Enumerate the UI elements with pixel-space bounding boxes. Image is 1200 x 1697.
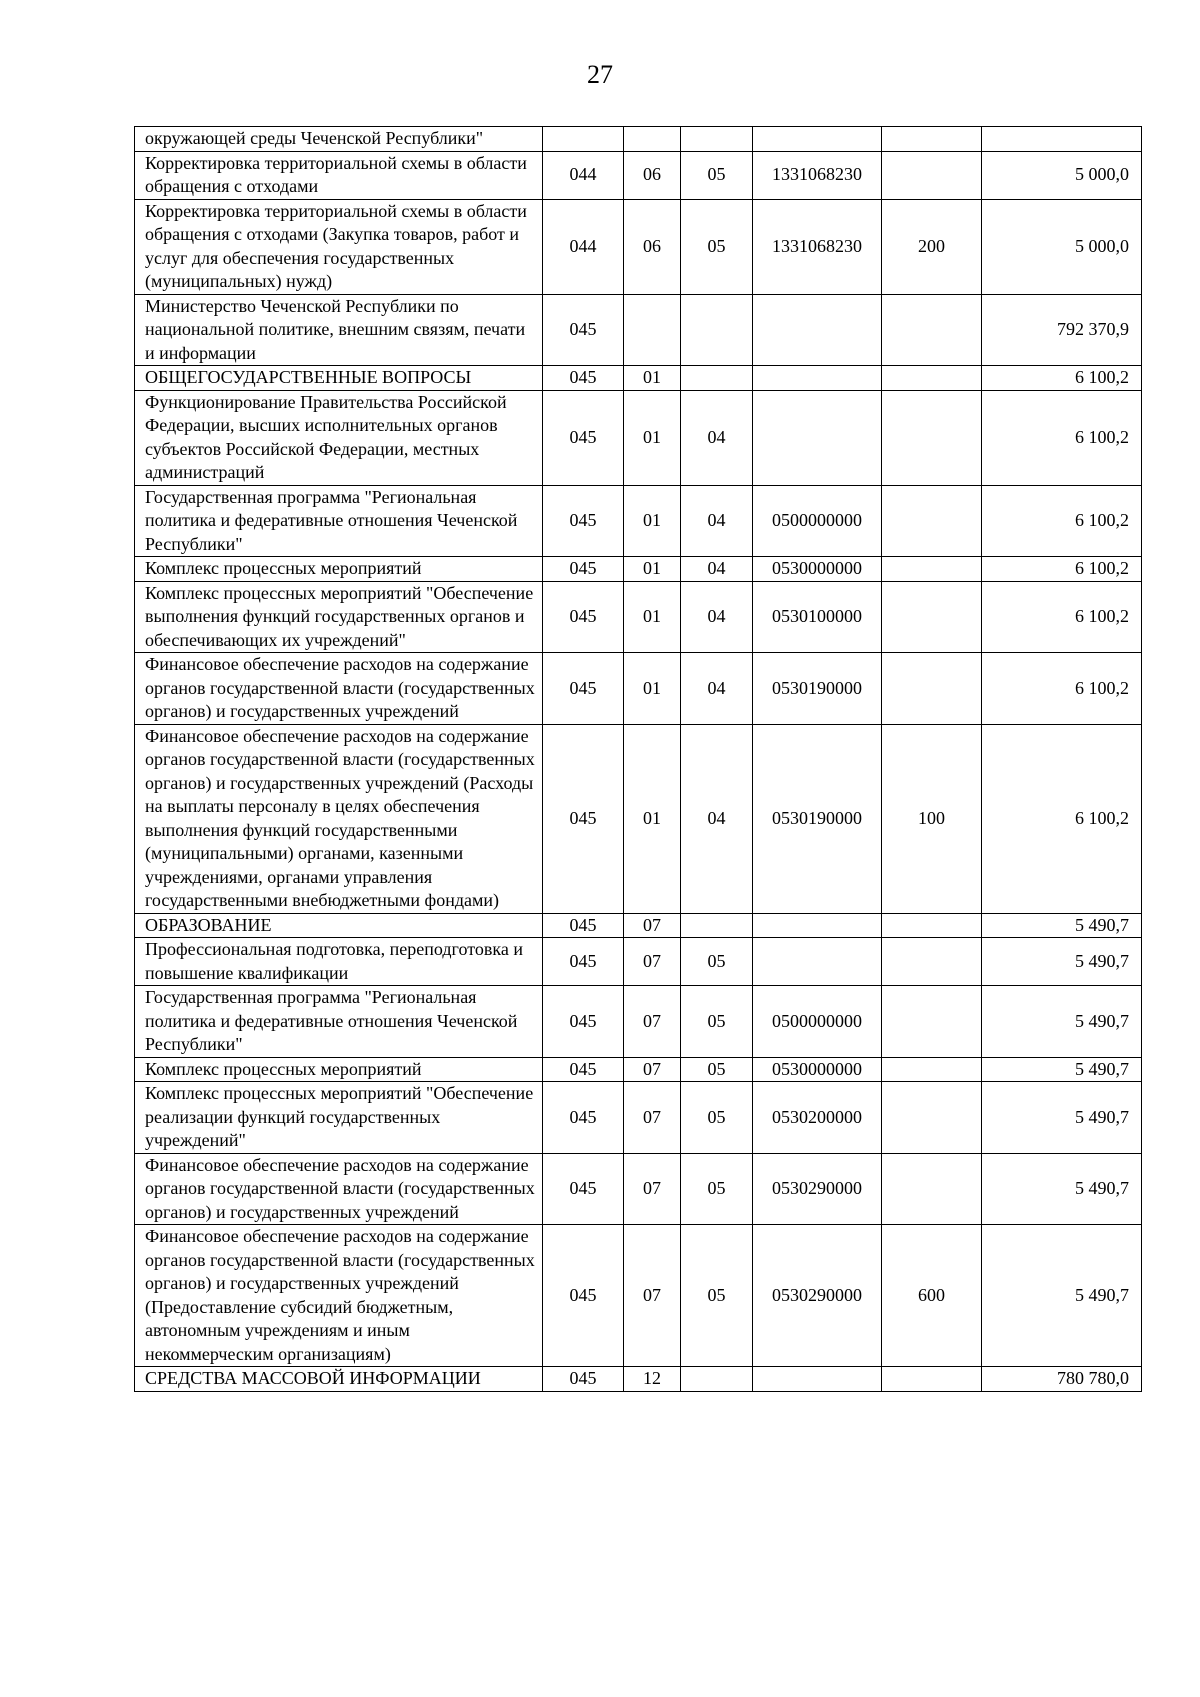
- row-name-cell: окружающей среды Чеченской Республики": [135, 127, 543, 152]
- csr-cell: [753, 294, 882, 366]
- row-name-cell: Корректировка территориальной схемы в области обращения с отходами (Закупка товаров, работ и услуг для обеспечения государственных (муниципальных) нужд): [135, 199, 543, 294]
- vr-cell: [882, 581, 982, 653]
- vr-cell: [882, 913, 982, 938]
- ved-cell: 045: [543, 913, 624, 938]
- ved-cell: 045: [543, 390, 624, 485]
- vr-cell: [882, 653, 982, 725]
- vr-cell: [882, 294, 982, 366]
- vr-cell: [882, 557, 982, 582]
- sum-cell: 6 100,2: [982, 485, 1142, 557]
- ved-cell: 045: [543, 366, 624, 391]
- rz-cell: 01: [624, 724, 681, 913]
- rz-cell: 07: [624, 1225, 681, 1367]
- vr-cell: 100: [882, 724, 982, 913]
- vr-cell: [882, 938, 982, 986]
- ved-cell: 045: [543, 581, 624, 653]
- sum-cell: 6 100,2: [982, 390, 1142, 485]
- table-row: [135, 151, 1142, 199]
- vr-cell: 200: [882, 199, 982, 294]
- rz-cell: 07: [624, 1057, 681, 1082]
- table-row: [135, 485, 1142, 557]
- table-row: [135, 581, 1142, 653]
- pr-cell: 04: [681, 653, 753, 725]
- table-row: [135, 986, 1142, 1058]
- csr-cell: 0530200000: [753, 1082, 882, 1154]
- ved-cell: 045: [543, 1367, 624, 1392]
- row-name-cell: Функционирование Правительства Российской Федерации, высших исполнительных органов субъектов Российской Федерации, местных администраций: [135, 390, 543, 485]
- ved-cell: 044: [543, 151, 624, 199]
- rz-cell: 07: [624, 938, 681, 986]
- rz-cell: 06: [624, 151, 681, 199]
- pr-cell: 05: [681, 986, 753, 1058]
- table-row: [135, 366, 1142, 391]
- vr-cell: [882, 151, 982, 199]
- sum-cell: 6 100,2: [982, 724, 1142, 913]
- sum-cell: [982, 127, 1142, 152]
- csr-cell: [753, 938, 882, 986]
- csr-cell: [753, 390, 882, 485]
- sum-cell: 6 100,2: [982, 653, 1142, 725]
- ved-cell: 045: [543, 1082, 624, 1154]
- row-name-cell: Финансовое обеспечение расходов на содержание органов государственной власти (государственных органов) и государственных учреждений: [135, 1153, 543, 1225]
- table-row: [135, 199, 1142, 294]
- pr-cell: [681, 366, 753, 391]
- sum-cell: 5 000,0: [982, 151, 1142, 199]
- pr-cell: 04: [681, 390, 753, 485]
- row-name-cell: Корректировка территориальной схемы в области обращения с отходами: [135, 151, 543, 199]
- vr-cell: [882, 390, 982, 485]
- rz-cell: 06: [624, 199, 681, 294]
- pr-cell: [681, 1367, 753, 1392]
- pr-cell: 05: [681, 199, 753, 294]
- rz-cell: 07: [624, 1153, 681, 1225]
- table-row: [135, 557, 1142, 582]
- table-row: [135, 1082, 1142, 1154]
- csr-cell: 0530190000: [753, 724, 882, 913]
- sum-cell: 6 100,2: [982, 366, 1142, 391]
- pr-cell: 05: [681, 938, 753, 986]
- ved-cell: [543, 127, 624, 152]
- table-row: [135, 653, 1142, 725]
- pr-cell: 05: [681, 1225, 753, 1367]
- rz-cell: 01: [624, 390, 681, 485]
- vr-cell: [882, 485, 982, 557]
- ved-cell: 044: [543, 199, 624, 294]
- csr-cell: 0530000000: [753, 1057, 882, 1082]
- table-row: [135, 724, 1142, 913]
- pr-cell: 05: [681, 1153, 753, 1225]
- vr-cell: [882, 986, 982, 1058]
- csr-cell: 0500000000: [753, 485, 882, 557]
- ved-cell: 045: [543, 294, 624, 366]
- row-name-cell: Государственная программа "Региональная политика и федеративные отношения Чеченской Республики": [135, 986, 543, 1058]
- pr-cell: 04: [681, 485, 753, 557]
- vr-cell: [882, 1057, 982, 1082]
- ved-cell: 045: [543, 1057, 624, 1082]
- pr-cell: 04: [681, 724, 753, 913]
- sum-cell: 5 490,7: [982, 986, 1142, 1058]
- sum-cell: 5 490,7: [982, 1225, 1142, 1367]
- rz-cell: 01: [624, 366, 681, 391]
- table-row: [135, 127, 1142, 152]
- table-row: [135, 1367, 1142, 1392]
- sum-cell: 5 000,0: [982, 199, 1142, 294]
- sum-cell: 5 490,7: [982, 938, 1142, 986]
- row-name-cell: ОБРАЗОВАНИЕ: [135, 913, 543, 938]
- row-name-cell: Финансовое обеспечение расходов на содержание органов государственной власти (государственных органов) и государственных учреждений: [135, 653, 543, 725]
- row-name-cell: Финансовое обеспечение расходов на содержание органов государственной власти (государственных органов) и государственных учреждений (Расходы на выплаты персоналу в целях обеспечения выполнения функций государственными (муниципальными) органами, казенными учреждениями, органами управления государственными внебюджетными фондами): [135, 724, 543, 913]
- budget-table: [134, 126, 1142, 1392]
- csr-cell: 1331068230: [753, 199, 882, 294]
- csr-cell: 0530290000: [753, 1153, 882, 1225]
- csr-cell: [753, 366, 882, 391]
- vr-cell: [882, 366, 982, 391]
- csr-cell: [753, 127, 882, 152]
- ved-cell: 045: [543, 557, 624, 582]
- rz-cell: [624, 127, 681, 152]
- row-name-cell: Министерство Чеченской Республики по национальной политике, внешним связям, печати и информации: [135, 294, 543, 366]
- pr-cell: 04: [681, 557, 753, 582]
- row-name-cell: Комплекс процессных мероприятий: [135, 557, 543, 582]
- table-row: [135, 1225, 1142, 1367]
- rz-cell: 01: [624, 581, 681, 653]
- row-name-cell: ОБЩЕГОСУДАРСТВЕННЫЕ ВОПРОСЫ: [135, 366, 543, 391]
- pr-cell: 05: [681, 1057, 753, 1082]
- vr-cell: [882, 1082, 982, 1154]
- rz-cell: [624, 294, 681, 366]
- row-name-cell: Финансовое обеспечение расходов на содержание органов государственной власти (государственных органов) и государственных учреждений (Предоставление субсидий бюджетным, автономным учреждениям и иным некоммерческим организациям): [135, 1225, 543, 1367]
- sum-cell: 6 100,2: [982, 581, 1142, 653]
- table-row: [135, 390, 1142, 485]
- sum-cell: 6 100,2: [982, 557, 1142, 582]
- sum-cell: 792 370,9: [982, 294, 1142, 366]
- csr-cell: 0530000000: [753, 557, 882, 582]
- rz-cell: 07: [624, 913, 681, 938]
- ved-cell: 045: [543, 724, 624, 913]
- sum-cell: 5 490,7: [982, 1082, 1142, 1154]
- table-row: [135, 938, 1142, 986]
- row-name-cell: Комплекс процессных мероприятий: [135, 1057, 543, 1082]
- ved-cell: 045: [543, 1153, 624, 1225]
- vr-cell: [882, 1153, 982, 1225]
- sum-cell: 780 780,0: [982, 1367, 1142, 1392]
- row-name-cell: Профессиональная подготовка, переподготовка и повышение квалификации: [135, 938, 543, 986]
- ved-cell: 045: [543, 938, 624, 986]
- vr-cell: 600: [882, 1225, 982, 1367]
- pr-cell: [681, 127, 753, 152]
- csr-cell: 0500000000: [753, 986, 882, 1058]
- ved-cell: 045: [543, 653, 624, 725]
- pr-cell: [681, 294, 753, 366]
- rz-cell: 07: [624, 1082, 681, 1154]
- vr-cell: [882, 127, 982, 152]
- ved-cell: 045: [543, 485, 624, 557]
- vr-cell: [882, 1367, 982, 1392]
- page-number: 27: [587, 60, 613, 89]
- row-name-cell: СРЕДСТВА МАССОВОЙ ИНФОРМАЦИИ: [135, 1367, 543, 1392]
- row-name-cell: Комплекс процессных мероприятий "Обеспечение выполнения функций государственных органов и обеспечивающих их учреждений": [135, 581, 543, 653]
- row-name-cell: Комплекс процессных мероприятий "Обеспечение реализации функций государственных учреждений": [135, 1082, 543, 1154]
- csr-cell: 0530290000: [753, 1225, 882, 1367]
- ved-cell: 045: [543, 986, 624, 1058]
- pr-cell: 04: [681, 581, 753, 653]
- table-row: [135, 294, 1142, 366]
- rz-cell: 07: [624, 986, 681, 1058]
- csr-cell: 0530190000: [753, 653, 882, 725]
- csr-cell: [753, 1367, 882, 1392]
- pr-cell: 05: [681, 151, 753, 199]
- rz-cell: 12: [624, 1367, 681, 1392]
- csr-cell: 0530100000: [753, 581, 882, 653]
- csr-cell: [753, 913, 882, 938]
- pr-cell: [681, 913, 753, 938]
- rz-cell: 01: [624, 557, 681, 582]
- rz-cell: 01: [624, 485, 681, 557]
- ved-cell: 045: [543, 1225, 624, 1367]
- table-row: [135, 1153, 1142, 1225]
- rz-cell: 01: [624, 653, 681, 725]
- pr-cell: 05: [681, 1082, 753, 1154]
- sum-cell: 5 490,7: [982, 1057, 1142, 1082]
- csr-cell: 1331068230: [753, 151, 882, 199]
- table-row: [135, 1057, 1142, 1082]
- sum-cell: 5 490,7: [982, 1153, 1142, 1225]
- table-row: [135, 913, 1142, 938]
- row-name-cell: Государственная программа "Региональная политика и федеративные отношения Чеченской Республики": [135, 485, 543, 557]
- sum-cell: 5 490,7: [982, 913, 1142, 938]
